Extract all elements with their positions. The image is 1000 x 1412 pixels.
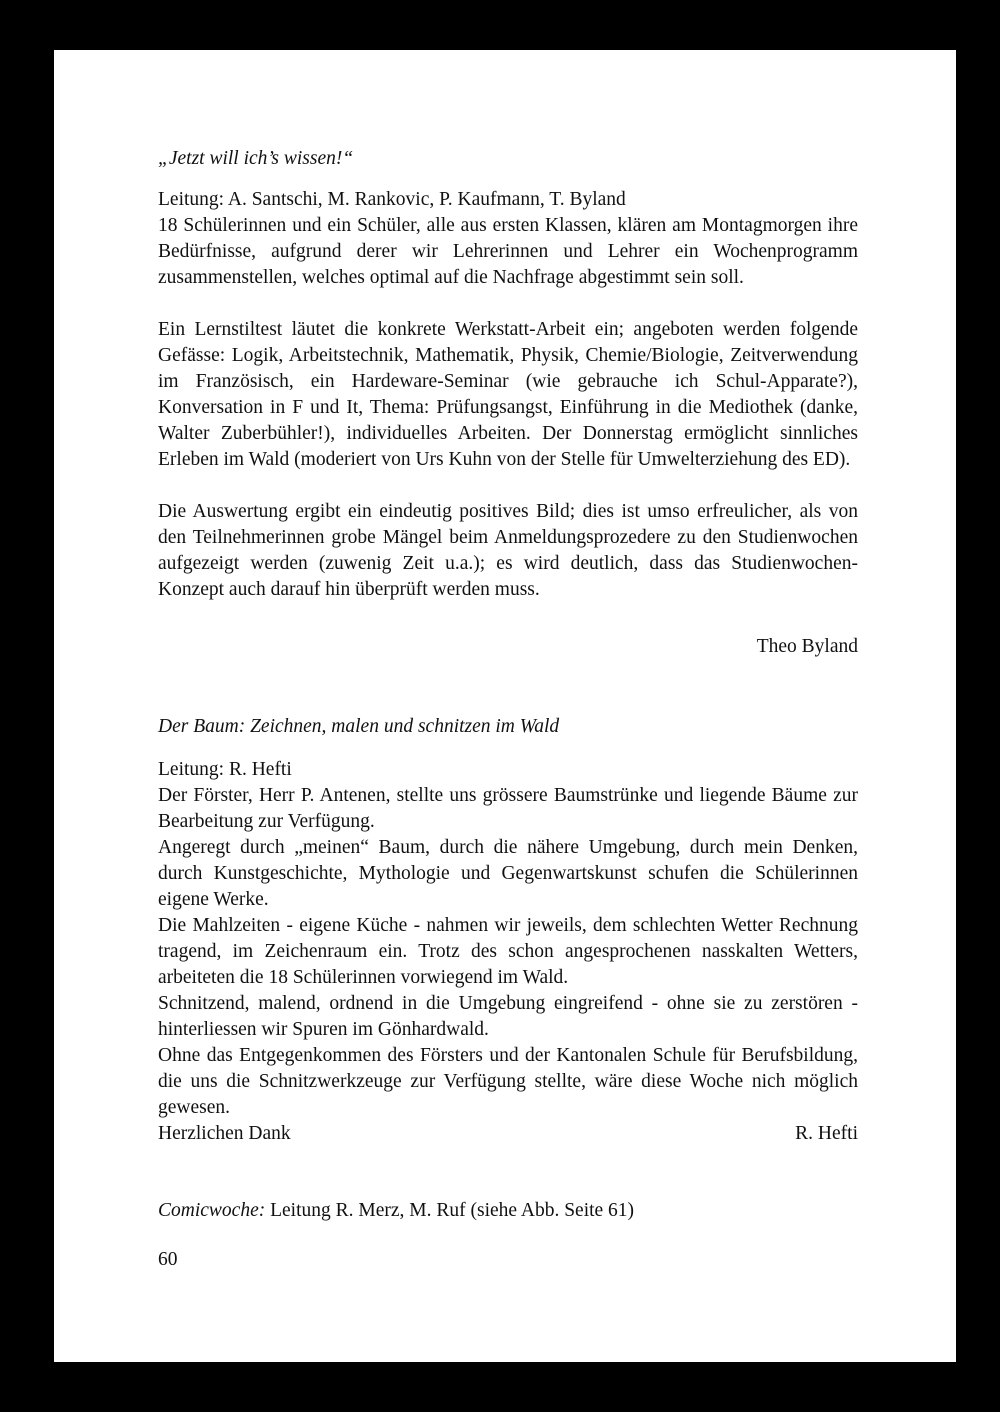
paragraph-baum-3: Die Mahlzeiten - eigene Küche - nahmen wir jeweils, dem schlechten Wetter Rechnung tragend, im Zeichenraum ein. Trotz des schon angesprochenen nasskalten Wetters, arbeiteten die 18 Schülerinnen vorwiegend im Wald. [158, 915, 858, 988]
section-title-baum: Der Baum: Zeichnen, malen und schnitzen im Wald [158, 716, 560, 737]
paragraph-baum-4: Schnitzend, malend, ordnend in die Umgebung eingreifend - ohne sie zu zerstören - hinterliessen wir Spuren im Gönhardwald. [158, 993, 858, 1040]
section-comicwoche [158, 1198, 858, 1224]
section-title-jetzt: „Jetzt will ich’s wissen!“ [158, 148, 354, 169]
paragraph-baum-5: Ohne das Entgegenkommen des Försters und der Kantonalen Schule für Berufsbildung, die uns die Schnitzwerkzeuge zur Verfügung stellte, wäre diese Woche nich möglich gewesen. [158, 1045, 858, 1118]
paragraph-baum-2: Angeregt durch „meinen“ Baum, durch die nähere Umgebung, durch mein Denken, durch Kunstgeschichte, Mythologie und Gegenwartskunst schufen die Schülerinnen eigene Werke. [158, 837, 858, 910]
signature-hefti: R. Hefti [795, 1123, 858, 1144]
paragraph-baum-1: Der Förster, Herr P. Antenen, stellte uns grössere Baumstrünke und liegende Bäume zur Bearbeitung zur Verfügung. [158, 785, 858, 832]
section-leitung-jetzt: Leitung: A. Santschi, M. Rankovic, P. Kaufmann, T. Byland [158, 189, 626, 210]
signature-byland: Theo Byland [756, 636, 858, 657]
comicwoche-text: Leitung R. Merz, M. Ruf (siehe Abb. Seite 61) [270, 1200, 635, 1221]
section-leitung-baum: Leitung: R. Hefti [158, 759, 292, 780]
page-number: 60 [158, 1249, 178, 1270]
paragraph-jetzt-3: Die Auswertung ergibt ein eindeutig positives Bild; dies ist umso erfreulicher, als von den Teilnehmerinnen grobe Mängel beim Anmeldungsprozedere zu den Studienwochen aufgezeigt werden (zuwenig Zeit u.a.); es wird deutlich, dass das Studienwochen-Konzept auch darauf hin überprüft werden muss. [158, 501, 858, 600]
section-title-comicwoche: Comicwoche: [158, 1200, 266, 1221]
document-page [54, 50, 956, 1362]
closing-row-baum [158, 1121, 858, 1147]
paragraph-jetzt-1: 18 Schülerinnen und ein Schüler, alle aus ersten Klassen, klären am Montagmorgen ihre Bedürfnisse, aufgrund derer wir Lehrerinnen und Lehrer ein Wochenprogramm zusammenstellen, welches optimal auf die Nachfrage abgestimmt sein soll. [158, 215, 858, 288]
thanks-text: Herzlichen Dank [158, 1123, 291, 1144]
paragraph-jetzt-2: Ein Lernstiltest läutet die konkrete Werkstatt-Arbeit ein; angeboten werden folgende Gefässe: Logik, Arbeitstechnik, Mathematik, Physik, Chemie/Biologie, Zeitverwendung im Französisch, ein Hardeware-Seminar (wie gebrauche ich Schul-Apparate?), Konversation in F und It, Thema: Prüfungsangst, Einführung in die Mediothek (danke, Walter Zuberbühler!), individuelles Arbeiten. Der Donnerstag ermöglicht sinnliches Erleben im Wald (moderiert von Urs Kuhn von der Stelle für Umwelterziehung des ED). [158, 319, 858, 470]
